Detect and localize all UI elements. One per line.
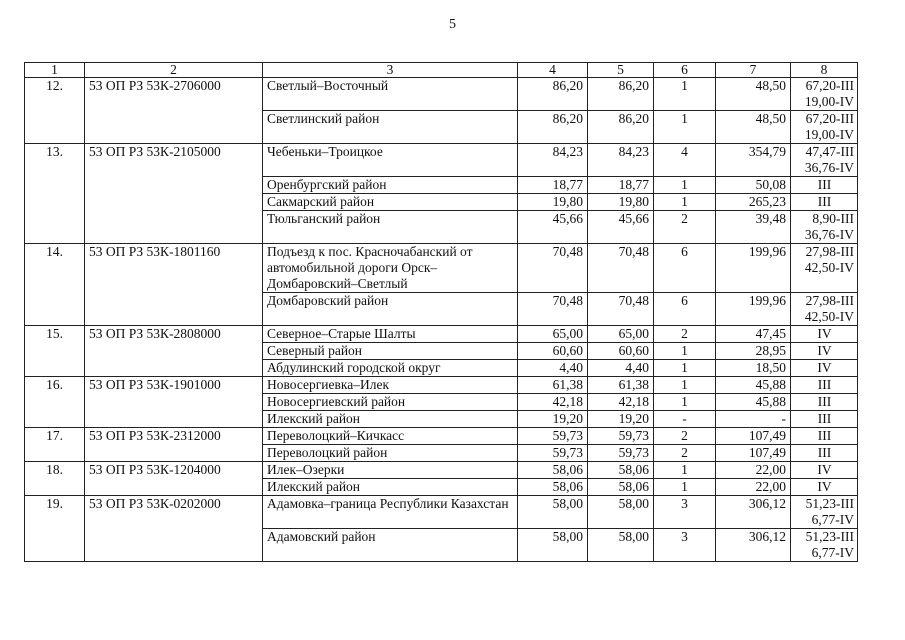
bridge-length: 306,12 (716, 529, 791, 562)
category-value: 51,23-III (805, 496, 854, 511)
road-code: 53 ОП РЗ 53К-1801160 (85, 244, 263, 326)
length-total: 58,06 (518, 479, 588, 496)
row-number: 13. (25, 144, 85, 244)
bridge-count: - (654, 411, 716, 428)
header-cell: 5 (588, 63, 654, 78)
bridge-length: 45,88 (716, 377, 791, 394)
bridge-count: 1 (654, 343, 716, 360)
road-category (791, 445, 858, 462)
category-value: 42,50-IV (804, 260, 854, 275)
category-value: III (817, 445, 832, 460)
roads-table (24, 62, 858, 562)
length-paved: 86,20 (588, 78, 654, 111)
road-name: Северное–Старые Шалты (263, 326, 518, 343)
length-paved: 70,48 (588, 293, 654, 326)
bridge-length: 354,79 (716, 144, 791, 177)
table-row (25, 326, 858, 343)
length-paved: 18,77 (588, 177, 654, 194)
length-paved: 19,80 (588, 194, 654, 211)
bridge-count: 2 (654, 326, 716, 343)
category-value: 67,20-III (805, 111, 854, 126)
category-value: III (817, 377, 832, 392)
bridge-count: 3 (654, 529, 716, 562)
category-value: 19,00-IV (804, 94, 854, 109)
bridge-count: 6 (654, 244, 716, 293)
road-category (791, 194, 858, 211)
road-category (791, 428, 858, 445)
road-category (791, 479, 858, 496)
road-code: 53 ОП РЗ 53К-2706000 (85, 78, 263, 144)
bridge-count: 6 (654, 293, 716, 326)
bridge-count: 2 (654, 211, 716, 244)
row-number: 14. (25, 244, 85, 326)
bridge-length: 199,96 (716, 244, 791, 293)
header-row (25, 63, 858, 78)
category-value: III (817, 194, 832, 209)
road-category (791, 78, 858, 111)
length-paved: 58,00 (588, 496, 654, 529)
bridge-length: 107,49 (716, 445, 791, 462)
length-total: 19,20 (518, 411, 588, 428)
road-name: Светлинский район (263, 111, 518, 144)
road-category (791, 462, 858, 479)
category-value: 8,90-III (812, 211, 854, 226)
category-value: 42,50-IV (804, 309, 854, 324)
bridge-count: 3 (654, 496, 716, 529)
length-paved: 58,00 (588, 529, 654, 562)
table-row (25, 462, 858, 479)
road-name: Новосергиевка–Илек (263, 377, 518, 394)
bridge-length: 39,48 (716, 211, 791, 244)
length-total: 4,40 (518, 360, 588, 377)
length-paved: 84,23 (588, 144, 654, 177)
bridge-length: 48,50 (716, 78, 791, 111)
bridge-count: 1 (654, 394, 716, 411)
length-paved: 61,38 (588, 377, 654, 394)
length-total: 58,06 (518, 462, 588, 479)
bridge-length: - (716, 411, 791, 428)
category-value: 36,76-IV (804, 160, 854, 175)
length-total: 84,23 (518, 144, 588, 177)
road-name: Домбаровский район (263, 293, 518, 326)
length-paved: 86,20 (588, 111, 654, 144)
road-name: Тюльганский район (263, 211, 518, 244)
road-name: Оренбургский район (263, 177, 518, 194)
header-cell: 6 (654, 63, 716, 78)
category-value: 36,76-IV (804, 227, 854, 242)
road-name: Сакмарский район (263, 194, 518, 211)
row-number: 15. (25, 326, 85, 377)
road-category (791, 411, 858, 428)
length-paved: 70,48 (588, 244, 654, 293)
bridge-count: 1 (654, 78, 716, 111)
bridge-length: 265,23 (716, 194, 791, 211)
length-total: 70,48 (518, 244, 588, 293)
bridge-count: 2 (654, 428, 716, 445)
header-cell: 2 (85, 63, 263, 78)
road-category (791, 496, 858, 529)
road-category (791, 144, 858, 177)
table-row (25, 428, 858, 445)
header-cell: 1 (25, 63, 85, 78)
table-body (25, 78, 858, 562)
row-number: 17. (25, 428, 85, 462)
category-value: 6,77-IV (811, 545, 854, 560)
length-total: 19,80 (518, 194, 588, 211)
category-value: III (817, 177, 832, 192)
category-value: IV (817, 326, 832, 341)
bridge-count: 1 (654, 377, 716, 394)
table-row (25, 78, 858, 111)
table-row (25, 144, 858, 177)
road-name: Илекский район (263, 411, 518, 428)
length-total: 86,20 (518, 78, 588, 111)
road-name: Абдулинский городской округ (263, 360, 518, 377)
length-total: 86,20 (518, 111, 588, 144)
category-value: 51,23-III (805, 529, 854, 544)
bridge-count: 1 (654, 479, 716, 496)
table-header (25, 63, 858, 78)
length-total: 59,73 (518, 428, 588, 445)
category-value: III (817, 428, 832, 443)
header-cell: 7 (716, 63, 791, 78)
category-value: IV (817, 462, 832, 477)
road-name: Переволоцкий–Кичкасс (263, 428, 518, 445)
road-category (791, 177, 858, 194)
row-number: 12. (25, 78, 85, 144)
bridge-count: 2 (654, 445, 716, 462)
category-value: III (817, 394, 832, 409)
length-total: 59,73 (518, 445, 588, 462)
road-category (791, 293, 858, 326)
row-number: 18. (25, 462, 85, 496)
road-name: Илек–Озерки (263, 462, 518, 479)
road-code: 53 ОП РЗ 53К-1204000 (85, 462, 263, 496)
road-category (791, 111, 858, 144)
page-number: 5 (449, 17, 456, 32)
road-category (791, 377, 858, 394)
road-name: Светлый–Восточный (263, 78, 518, 111)
bridge-count: 1 (654, 177, 716, 194)
bridge-length: 22,00 (716, 462, 791, 479)
road-code: 53 ОП РЗ 53К-2105000 (85, 144, 263, 244)
header-cell: 8 (791, 63, 858, 78)
length-total: 60,60 (518, 343, 588, 360)
category-value: 47,47-III (805, 144, 854, 159)
road-category (791, 211, 858, 244)
category-value: 67,20-III (805, 78, 854, 93)
length-total: 70,48 (518, 293, 588, 326)
road-code: 53 ОП РЗ 53К-0202000 (85, 496, 263, 562)
road-category (791, 360, 858, 377)
length-total: 58,00 (518, 496, 588, 529)
category-value: IV (817, 360, 832, 375)
length-paved: 58,06 (588, 479, 654, 496)
length-paved: 59,73 (588, 428, 654, 445)
road-code: 53 ОП РЗ 53К-2312000 (85, 428, 263, 462)
category-value: 27,98-III (805, 293, 854, 308)
category-value: IV (817, 343, 832, 358)
road-name: Северный район (263, 343, 518, 360)
road-category (791, 326, 858, 343)
header-cell: 3 (263, 63, 518, 78)
road-name: Адамовка–граница Республики Казахстан (263, 496, 518, 529)
length-total: 61,38 (518, 377, 588, 394)
road-code: 53 ОП РЗ 53К-1901000 (85, 377, 263, 428)
category-value: 19,00-IV (804, 127, 854, 142)
length-paved: 65,00 (588, 326, 654, 343)
road-name: Новосергиевский район (263, 394, 518, 411)
road-name: Чебеньки–Троицкое (263, 144, 518, 177)
length-paved: 60,60 (588, 343, 654, 360)
length-total: 42,18 (518, 394, 588, 411)
length-total: 65,00 (518, 326, 588, 343)
road-name: Подъезд к пос. Красночабанский от автомобильной дороги Орск–Домбаровский–Светлый (263, 244, 518, 293)
road-category (791, 394, 858, 411)
road-category (791, 343, 858, 360)
row-number: 19. (25, 496, 85, 562)
category-value: 6,77-IV (811, 512, 854, 527)
table-row (25, 496, 858, 529)
bridge-count: 4 (654, 144, 716, 177)
bridge-count: 1 (654, 462, 716, 479)
length-total: 58,00 (518, 529, 588, 562)
bridge-length: 18,50 (716, 360, 791, 377)
header-cell: 4 (518, 63, 588, 78)
length-total: 45,66 (518, 211, 588, 244)
bridge-length: 22,00 (716, 479, 791, 496)
row-number: 16. (25, 377, 85, 428)
category-value: 27,98-III (805, 244, 854, 259)
table-row (25, 244, 858, 293)
bridge-length: 47,45 (716, 326, 791, 343)
bridge-count: 1 (654, 111, 716, 144)
bridge-count: 1 (654, 360, 716, 377)
bridge-length: 199,96 (716, 293, 791, 326)
table-row (25, 377, 858, 394)
length-paved: 42,18 (588, 394, 654, 411)
bridge-length: 107,49 (716, 428, 791, 445)
length-paved: 4,40 (588, 360, 654, 377)
road-category (791, 529, 858, 562)
category-value: III (817, 411, 832, 426)
length-paved: 45,66 (588, 211, 654, 244)
bridge-length: 306,12 (716, 496, 791, 529)
road-category (791, 244, 858, 293)
road-name: Переволоцкий район (263, 445, 518, 462)
length-paved: 59,73 (588, 445, 654, 462)
length-total: 18,77 (518, 177, 588, 194)
category-value: IV (817, 479, 832, 494)
road-name: Адамовский район (263, 529, 518, 562)
bridge-length: 45,88 (716, 394, 791, 411)
length-paved: 19,20 (588, 411, 654, 428)
road-name: Илекский район (263, 479, 518, 496)
road-code: 53 ОП РЗ 53К-2808000 (85, 326, 263, 377)
bridge-length: 28,95 (716, 343, 791, 360)
bridge-length: 50,08 (716, 177, 791, 194)
length-paved: 58,06 (588, 462, 654, 479)
bridge-length: 48,50 (716, 111, 791, 144)
bridge-count: 1 (654, 194, 716, 211)
